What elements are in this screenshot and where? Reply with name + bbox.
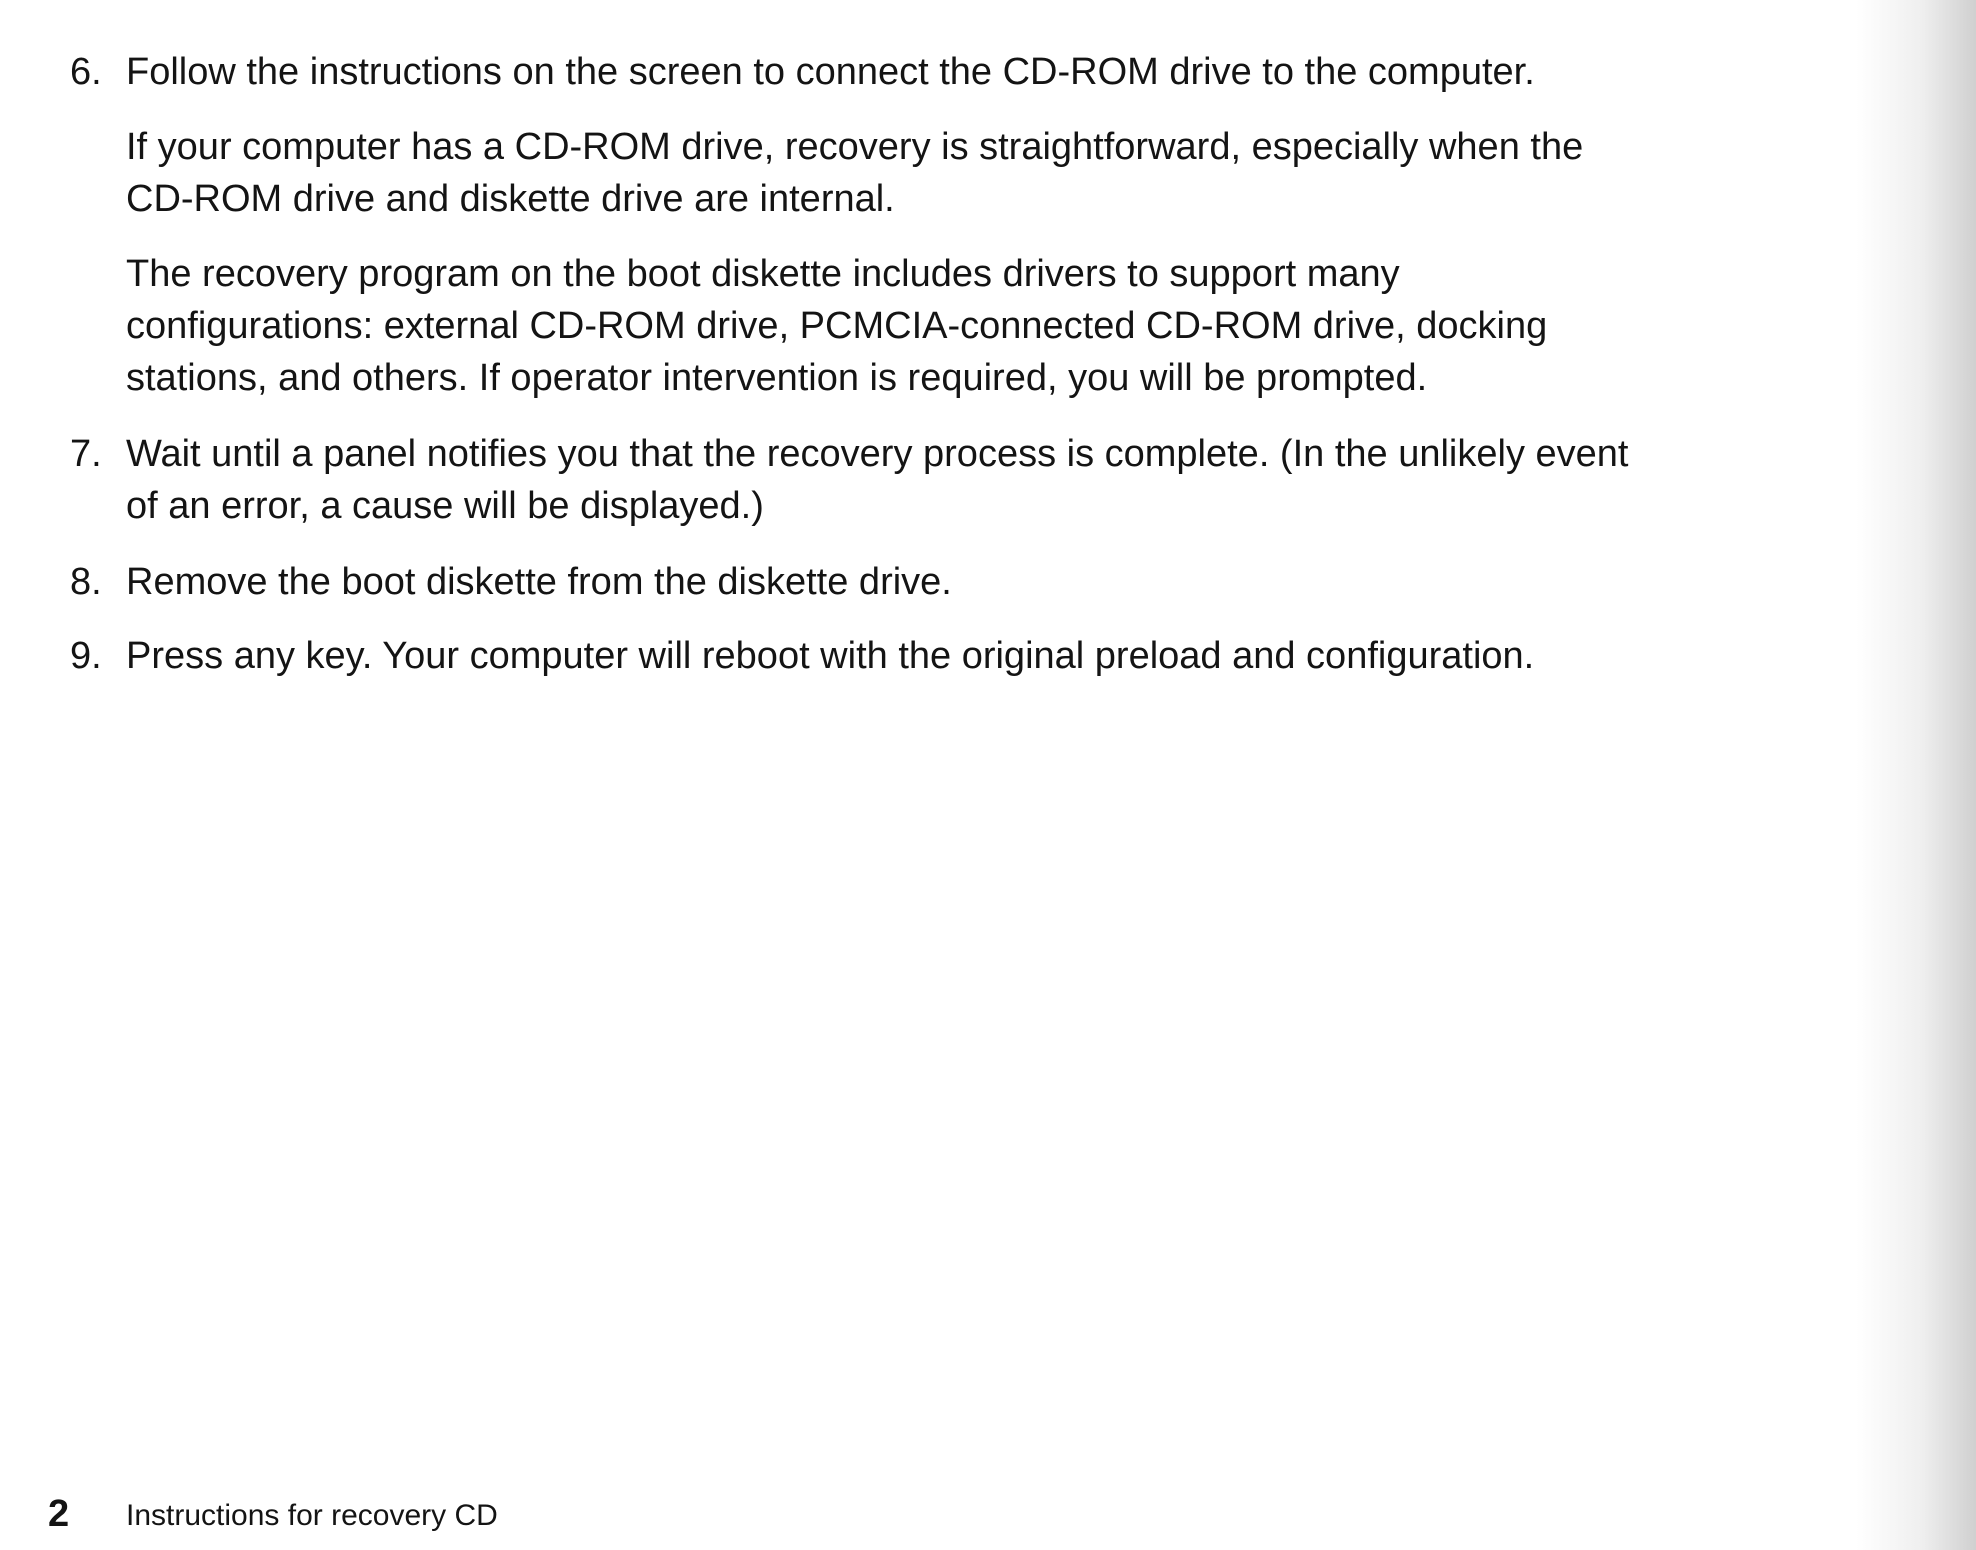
step-note-line: stations, and others. If operator intervention is required, you will be prompted. — [126, 357, 1428, 399]
step-note-line: configurations: external CD-ROM drive, PCMCIA-connected CD-ROM drive, docking — [126, 305, 1548, 347]
step-number: 9. — [70, 635, 102, 677]
step-note-line: The recovery program on the boot diskette includes drivers to support many — [126, 253, 1400, 295]
step-text: Follow the instructions on the screen to connect the CD-ROM drive to the computer. — [126, 51, 1535, 93]
page-edge-shadow — [1856, 0, 1976, 1550]
step-number: 8. — [70, 561, 102, 603]
step-number: 7. — [70, 433, 102, 475]
step-text: of an error, a cause will be displayed.) — [126, 485, 764, 527]
step-text: Press any key. Your computer will reboot with the original preload and configuration. — [126, 635, 1535, 677]
step-text: Wait until a panel notifies you that the recovery process is complete. (In the unlikely event — [126, 433, 1629, 475]
running-footer-title: Instructions for recovery CD — [126, 1499, 498, 1532]
step-note-line: If your computer has a CD-ROM drive, recovery is straightforward, especially when the — [126, 126, 1584, 168]
step-note-line: CD-ROM drive and diskette drive are internal. — [126, 178, 895, 220]
step-number: 6. — [70, 51, 102, 93]
step-text: Remove the boot diskette from the diskette drive. — [126, 561, 952, 603]
page-number: 2 — [48, 1493, 70, 1535]
